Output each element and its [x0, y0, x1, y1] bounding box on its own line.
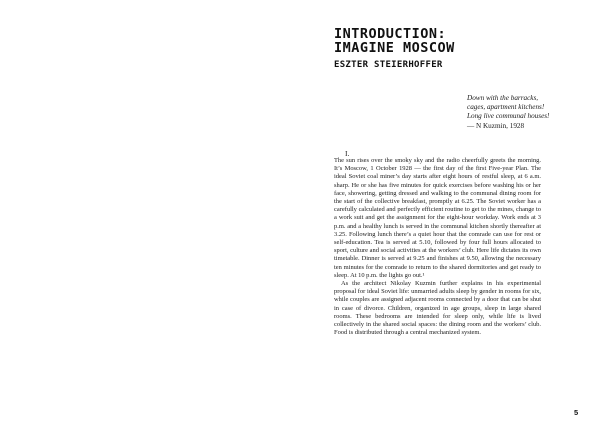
epigraph-attribution: — N Kuzmin, 1928 — [467, 121, 525, 130]
chapter-title-line-2: IMAGINE MOSCOW — [334, 40, 455, 56]
page-number: 5 — [574, 408, 579, 417]
body-paragraph: The sun rises over the smoky sky and the radio cheerfully greets the morning. It’s Moscow, 1 October 1928 — the first day of the first Five-year Plan. The ideal Soviet coal miner’s day starts after eight hours of restful sleep, at 6 a.m. sharp. He or she has five minutes for quick exercises before washing his or her face, showering, getting dressed and walking to the communal dining room for the start of the collective breakfast, promptly at 6.25. The Soviet worker has a carefully calculated and perfectly efficient routine to get to the mines, change to a work suit and get the assignment for the eight-hour workday. Work ends at 3 p.m. and a healthy lunch is served in the communal kitchen shortly thereafter at 3.25. Following lunch there’s a quiet hour that the comrade can use for rest or self-education. Tea is served at 5.10, followed by four full hours allocated to sport, culture and social activities at the workers’ club. Here life dictates its own timetable. Dinner is served at 9.25 and finishes at 9.50, allowing the necessary ten minutes for the comrade to return to the shared dormitories and get ready to sleep. At 10 p.m. the lights go out.¹ — [334, 157, 541, 279]
body-text — [334, 157, 541, 337]
epigraph-line: cages, apartment kitchens! — [467, 103, 545, 112]
body-paragraph: As the architect Nikolay Kuzmin further explains in his experimental proposal for ideal Soviet life: unmarried adults sleep by gender in rooms for six, while couples are assigned adjacent rooms connected by a door that can be shut in case of divorce. Children, organized in age groups, sleep in large shared rooms. These bedrooms are intended for sleep only, while life is lived collectively in the shared social spaces: the dining room and the workers’ club. Food is distributed through a central mechanized system. — [334, 280, 541, 337]
chapter-title — [334, 27, 534, 55]
author-name: ESZTER STEIERHOFFER — [334, 60, 443, 70]
chapter-title-line-1: INTRODUCTION: — [334, 26, 447, 42]
epigraph-line: Long live communal houses! — [467, 112, 550, 121]
epigraph — [467, 94, 597, 131]
epigraph-line: Down with the barracks, — [467, 94, 539, 102]
section-number: I. — [345, 149, 350, 158]
